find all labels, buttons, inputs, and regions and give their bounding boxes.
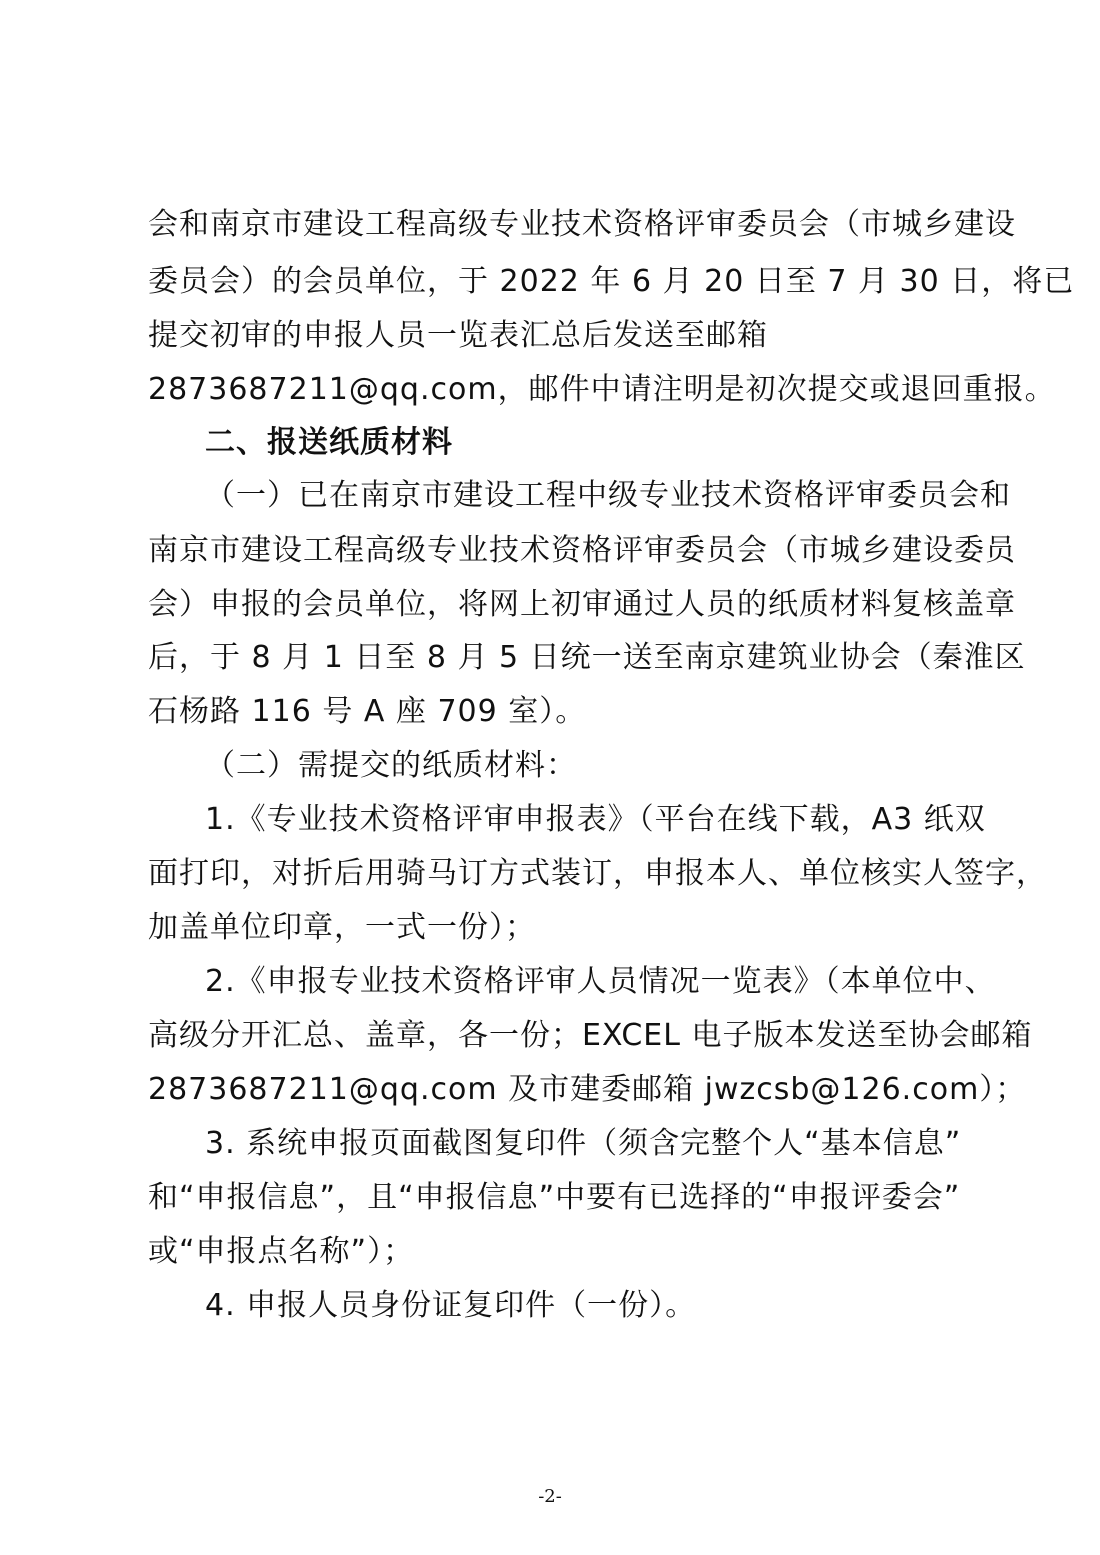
paragraph-line-9: 后，于 8 月 1 日至 8 月 5 日统一送至南京建筑业协会（秦淮区 (148, 640, 1026, 675)
item-4-line-1: 4. 申报人员身份证复印件（一份）。 (205, 1288, 697, 1323)
paragraph-line-2: 委员会）的会员单位，于 2022 年 6 月 20 日至 7 月 30 日，将已 (148, 264, 1075, 299)
subheading-materials: （二）需提交的纸质材料： (205, 748, 577, 783)
item-1-line-3: 加盖单位印章，一式一份）； (148, 910, 536, 945)
paragraph-line-7: 南京市建设工程高级专业技术资格评审委员会（市城乡建设委员 (148, 533, 1016, 568)
paragraph-line-10: 石杨路 116 号 A 座 709 室）。 (148, 694, 587, 729)
item-1-line-2: 面打印，对折后用骑马订方式装订，申报本人、单位核实人签字， (148, 856, 1047, 891)
item-3-line-1: 3. 系统申报页面截图复印件（须含完整个人“基本信息” (205, 1126, 962, 1161)
item-2-line-2: 高级分开汇总、盖章，各一份；EXCEL 电子版本发送至协会邮箱 (148, 1018, 1033, 1053)
paragraph-line-1: 会和南京市建设工程高级专业技术资格评审委员会（市城乡建设 (148, 207, 1016, 242)
page-number: -2- (538, 1486, 562, 1507)
item-1-line-1: 1.《专业技术资格评审申报表》（平台在线下载，A3 纸双 (205, 802, 986, 837)
paragraph-line-3: 提交初审的申报人员一览表汇总后发送至邮箱 (148, 318, 768, 353)
item-3-line-3: 或“申报点名称”）； (148, 1234, 415, 1269)
paragraph-line-8: 会）申报的会员单位，将网上初审通过人员的纸质材料复核盖章 (148, 587, 1016, 622)
paragraph-line-6: （一）已在南京市建设工程中级专业技术资格评审委员会和 (205, 478, 1011, 513)
section-heading: 二、报送纸质材料 (205, 425, 453, 460)
item-2-line-3: 2873687211@qq.com 及市建委邮箱 jwzcsb@126.com）； (148, 1072, 1027, 1107)
paragraph-line-4: 2873687211@qq.com，邮件中请注明是初次提交或退回重报。 (148, 372, 1056, 407)
item-3-line-2: 和“申报信息”，且“申报信息”中要有已选择的“申报评委会” (148, 1180, 961, 1215)
item-2-line-1: 2.《申报专业技术资格评审人员情况一览表》（本单位中、 (205, 964, 996, 999)
